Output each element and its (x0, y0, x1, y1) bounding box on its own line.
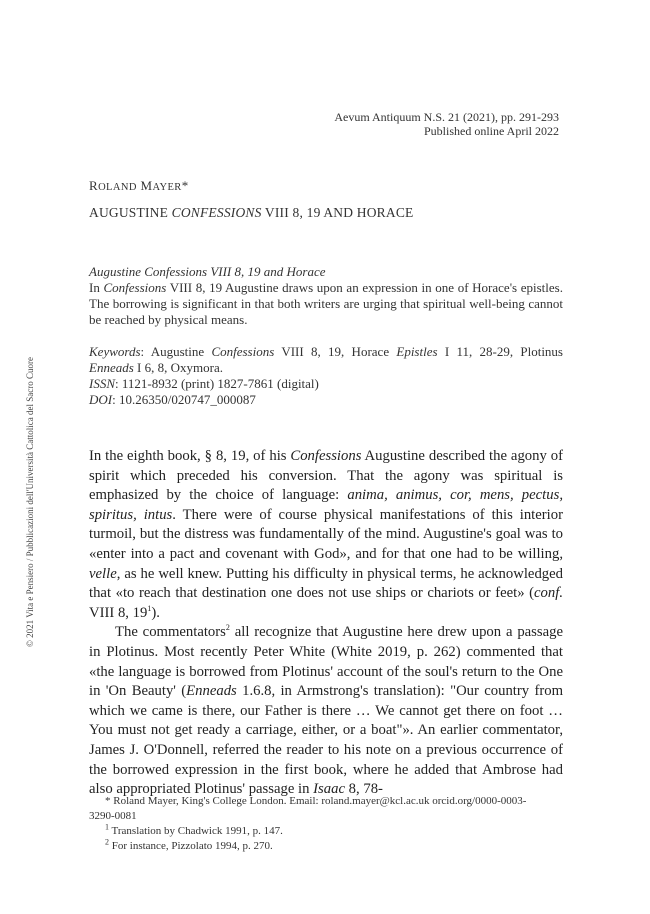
p2-f: 8, 78- (344, 781, 383, 798)
keywords-d: Epistles (396, 344, 438, 359)
abstract-section (89, 264, 563, 408)
p1-i: VIII 8, 19 (89, 604, 148, 621)
p2-b: all recognize that Augustine here drew upon a passage in Plotinus. Most recently Peter White (White 2019, p. 262) commented that «the language is borrowed from Plotinus' account of the soul's return to the One in 'On Beauty' ( (89, 624, 563, 700)
footnote-2-text: For instance, Pizzolato 1994, p. 270. (109, 840, 273, 852)
publication-date: Published online April 2022 (424, 124, 559, 138)
footnotes (89, 794, 563, 854)
p1-e: . There were of course physical manifestations of this interior turmoil, but the distress was fundamentally of the mind. Augustine's goal was to «enter into a pact and covenant with God», and for that one had to be willing, (89, 506, 563, 562)
author-last-initial: M (140, 178, 153, 193)
p1-d: anima, animus, cor, mens, pectus, spiritus, intus (89, 487, 563, 523)
title-part3: VIII 8, 19 AND HORACE (261, 205, 414, 220)
keywords-b: Confessions (211, 344, 275, 359)
keywords (89, 344, 563, 376)
p1-g: , as he well knew. Putting his difficulty in physical terms, he acknowledged that «to reach that destination one does not use ships or chariots or feet» ( (89, 565, 563, 602)
footnote-2 (89, 839, 563, 854)
issn-label: ISSN (89, 376, 115, 391)
abstract-title-text: Augustine Confessions VIII 8, 19 and Horace (89, 264, 326, 279)
author-first-initial: R (89, 178, 99, 193)
p2-c: Enneads (186, 683, 237, 700)
p2-e: Isaac (313, 781, 345, 798)
journal-citation: Aevum Antiquum N.S. 21 (2021), pp. 291-293 (334, 110, 559, 124)
abstract-text-a: In (89, 280, 104, 295)
p1-c: Augustine described the agony of spirit which preceded his conversion. That the agony was spiritual is emphasized by the choice of language: (89, 448, 563, 504)
p1-j: ). (151, 604, 160, 621)
paragraph-1 (89, 447, 563, 623)
abstract-text-c: VIII 8, 19 Augustine draws upon an expression in one of Horace's epistles. The borrowing is significant in that both writers are urging that spiritual well-being cannot be reached by physical means. (89, 280, 563, 327)
title-part1: AUGUSTINE (89, 205, 172, 220)
doi-label: DOI (89, 392, 113, 407)
issn-text: : 1121-8932 (print) 1827-7861 (digital) (115, 376, 319, 391)
abstract-text-b: Confessions (103, 280, 167, 295)
footnote-ref-2: 2 (225, 623, 230, 633)
doi-text: : 10.26350/020747_000087 (112, 392, 256, 407)
author-footnote-line2: 3290-0081 (89, 810, 137, 822)
keywords-g: I 6, 8, Oxymora. (133, 360, 223, 375)
p1-f: velle (89, 565, 117, 582)
author-footnote-line1: * Roland Mayer, King's College London. Email: roland.mayer@kcl.ac.uk orcid.org/0000-0003- (105, 795, 527, 807)
footnote-1-text: Translation by Chadwick 1991, p. 147. (109, 825, 283, 837)
p2-d: 1.6.8, in Armstrong's translation): "Our country from which we came is there, our Father is there … We cannot get there on foot … You must not get ready a carriage, either, or a boat"». An earlier commentator, James J. O'Donnell, referred the reader to his note on a previous occurrence of the borrowed expression in the first book, where he added that Ambrose had also appropriated Plotinus' passage in (89, 683, 563, 798)
keywords-c: VIII 8, 19, Horace (274, 344, 397, 359)
author-name (89, 178, 189, 194)
author-last-rest: AYER (152, 182, 182, 193)
issn-line (89, 376, 563, 392)
author-mark: * (181, 178, 189, 193)
footnote-1-number: 1 (105, 822, 109, 832)
footnote-ref-1: 1 (147, 603, 152, 613)
author-footnote-cont (89, 809, 563, 824)
paragraph-2 (89, 623, 563, 799)
abstract-title (89, 264, 563, 280)
copyright-sidebar: © 2021 Vita e Pensiero / Pubblicazioni dell'Università Cattolica del Sacro Cuore (25, 357, 35, 647)
keywords-e: I 11, 28-29, Plotinus (437, 344, 563, 359)
doi-line (89, 392, 563, 408)
p2-a: The commentators (115, 624, 226, 641)
footnote-1 (89, 824, 563, 839)
keywords-f: Enneads (89, 360, 134, 375)
title-part2: CONFESSIONS (171, 205, 262, 220)
author-footnote (89, 794, 563, 809)
author-first-rest: OLAND (98, 182, 137, 193)
p1-a: In the eighth book, § 8, 19, of his (89, 448, 291, 464)
abstract-text (89, 280, 563, 328)
p1-b: Confessions (290, 448, 362, 464)
keywords-label: Keywords (89, 344, 141, 359)
body-text (89, 447, 563, 800)
keywords-a: : Augustine (140, 344, 212, 359)
footnote-2-number: 2 (105, 837, 109, 847)
journal-header (334, 110, 559, 138)
article-title (89, 205, 413, 221)
p1-h: conf. (534, 585, 563, 602)
